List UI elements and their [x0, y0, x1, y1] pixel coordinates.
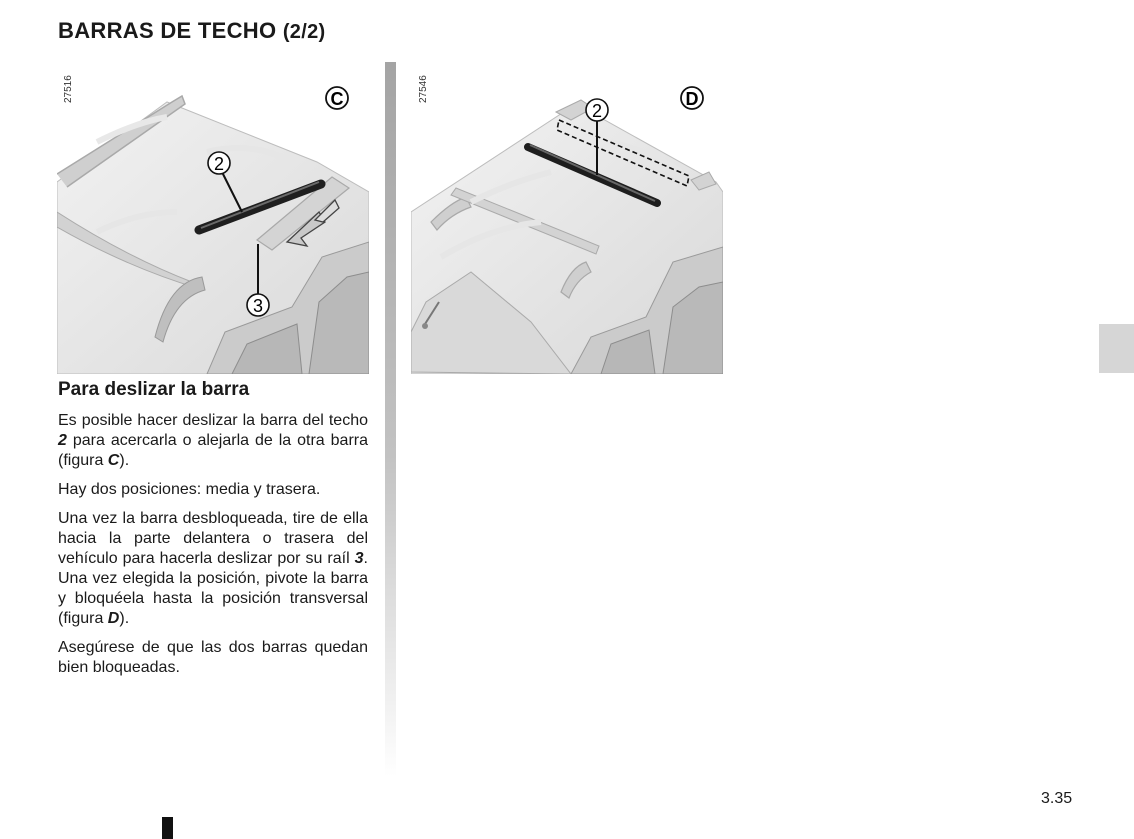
- figure-letter-c: [326, 87, 348, 109]
- figure-d: [411, 62, 723, 374]
- paragraph-3-text-c: ).: [119, 610, 130, 627]
- column-divider: [385, 62, 396, 777]
- paragraph-1-ref-a: 2: [58, 432, 67, 449]
- paragraph-1-text-b: para acercarla o alejarla de la otra barra (figura: [58, 432, 368, 469]
- page-title-text: BARRAS DE TECHO: [58, 18, 277, 43]
- paragraph-3-ref-a: 3: [354, 550, 364, 567]
- figure-letter-d-text: D: [685, 89, 699, 109]
- paragraph-1-ref-b: C: [107, 452, 120, 469]
- paragraph-4: Asegúrese de que las dos barras quedan bien bloqueadas.: [58, 639, 368, 676]
- callout-3-label: 3: [252, 296, 264, 316]
- chapter-tab: [1099, 324, 1134, 373]
- figure-c-illustration: [57, 62, 369, 374]
- callout-2: [586, 99, 608, 121]
- print-mark: [162, 817, 173, 839]
- figure-c: [57, 62, 369, 374]
- paragraph-1: [58, 411, 368, 471]
- figure-c-reference: 27516: [63, 75, 74, 103]
- callout-3: [247, 294, 269, 316]
- paragraph-3: [58, 509, 368, 629]
- paragraph-3-ref-b: D: [107, 610, 120, 627]
- figure-letter-d: [681, 87, 703, 109]
- figure-letter-c-text: C: [330, 89, 344, 109]
- paragraph-1-text-a: Es posible hacer deslizar la barra del techo: [58, 412, 368, 429]
- paragraph-3-text-b: . Una vez elegida la posición, pivote la barra y bloquéela hasta la posición transversal (figura: [58, 550, 368, 627]
- paragraph-2: Hay dos posiciones: media y trasera.: [58, 481, 321, 498]
- page-title: [58, 18, 325, 44]
- section-heading: Para deslizar la barra: [58, 379, 250, 400]
- callout-2-label: 2: [213, 154, 225, 174]
- paragraph-3-text-a: Una vez la barra desbloqueada, tire de ella hacia la parte delantera o trasera del vehículo para hacerla deslizar por su raíl: [58, 510, 368, 567]
- paragraph-1-text-c: ).: [119, 452, 130, 469]
- section-body: [58, 411, 368, 687]
- callout-2-label: 2: [591, 101, 603, 121]
- figure-d-reference: 27546: [418, 75, 429, 103]
- page-title-counter: (2/2): [282, 21, 326, 43]
- figure-d-illustration: [411, 62, 723, 374]
- callout-2: [208, 152, 230, 174]
- page-number: 3.35: [1041, 790, 1073, 807]
